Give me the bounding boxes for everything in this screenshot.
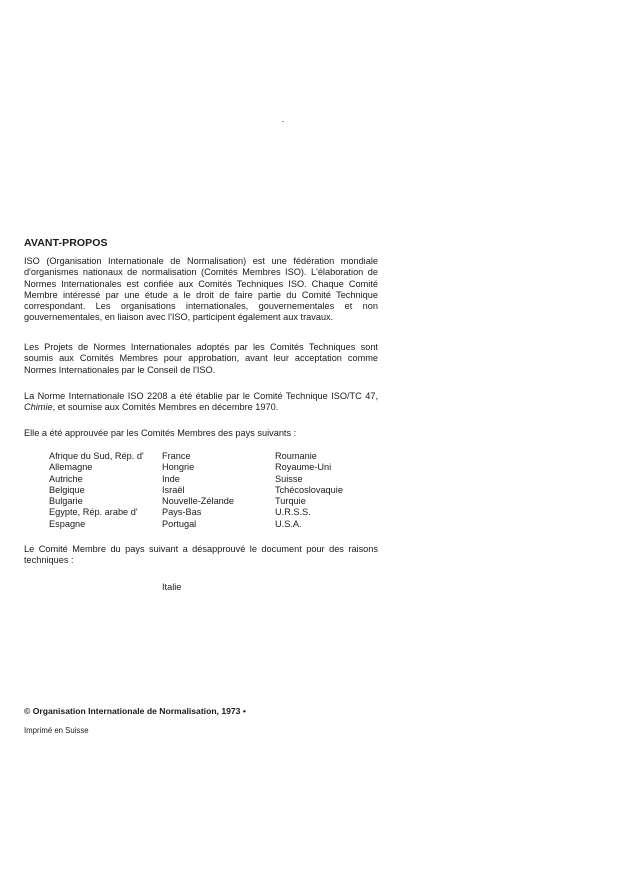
- disapproving-country: Italie: [162, 582, 182, 592]
- country-item: Pays-Bas: [162, 507, 202, 518]
- country-column: [162, 451, 234, 530]
- country-item: Egypte, Rép. arabe d': [49, 507, 138, 518]
- foreword-paragraph-drafts: Les Projets de Normes Internationales adoptés par les Comités Techniques sont soumis aux Comités Membres pour approbation, avant leur acceptation comme Normes Internationales par le Conseil de l'ISO.: [24, 342, 378, 375]
- country-item: Royaume-Uni: [275, 462, 332, 473]
- country-item: Nouvelle-Zélande: [162, 496, 235, 507]
- section-heading: AVANT-PROPOS: [24, 237, 108, 249]
- disapproval-intro: Le Comité Membre du pays suivant a désapprouvé le document pour des raisons techniques :: [24, 544, 378, 566]
- country-item: Portugal: [162, 518, 197, 529]
- country-item: Afrique du Sud, Rép. d': [49, 451, 144, 461]
- foreword-paragraph-iso: ISO (Organisation Internationale de Normalisation) est une fédération mondiale d'organismes nationaux de normalisation (Comités Membres ISO). L'élaboration de Normes Internationales est confiée aux Comités Techniques ISO. Chaque Comité Membre intéressé par une étude a le droit de faire partie du Comité Technique correspondant. Les organisations internationales, gouvernementales et non gouvernementales, en liaison avec l'ISO, participent également aux travaux.: [24, 256, 378, 323]
- standard-text-before: La Norme Internationale ISO 2208 a été établie par le Comité Technique ISO/TC 47,: [24, 391, 378, 401]
- scan-speck: [282, 121, 284, 122]
- country-item: Inde: [162, 473, 180, 484]
- country-item: Bulgarie: [49, 496, 83, 507]
- foreword-paragraph-standard: [24, 391, 378, 414]
- copyright-notice: © Organisation Internationale de Normalisation, 1973 •: [24, 706, 246, 716]
- country-item: Roumanie: [275, 451, 317, 461]
- country-item: Tchécoslovaquie: [275, 484, 343, 495]
- approval-intro: Elle a été approuvée par les Comités Membres des pays suivants :: [24, 428, 297, 438]
- country-item: Hongrie: [162, 462, 195, 473]
- country-item: Allemagne: [49, 462, 93, 473]
- committee-subject: Chimie: [24, 402, 53, 413]
- country-column: [275, 451, 343, 530]
- standard-text-after: , et soumise aux Comités Membres en décembre 1970.: [52, 402, 279, 413]
- country-item: Espagne: [49, 518, 86, 529]
- country-item: U.S.A.: [275, 518, 302, 529]
- country-column: [49, 451, 144, 530]
- country-item: U.R.S.S.: [275, 507, 311, 518]
- country-item: France: [162, 451, 191, 461]
- country-item: Autriche: [49, 473, 83, 484]
- country-item: Belgique: [49, 484, 85, 495]
- imprint-note: Imprimé en Suisse: [24, 726, 89, 735]
- country-item: Turquie: [275, 496, 306, 507]
- country-item: Suisse: [275, 473, 303, 484]
- country-item: Israël: [162, 484, 185, 495]
